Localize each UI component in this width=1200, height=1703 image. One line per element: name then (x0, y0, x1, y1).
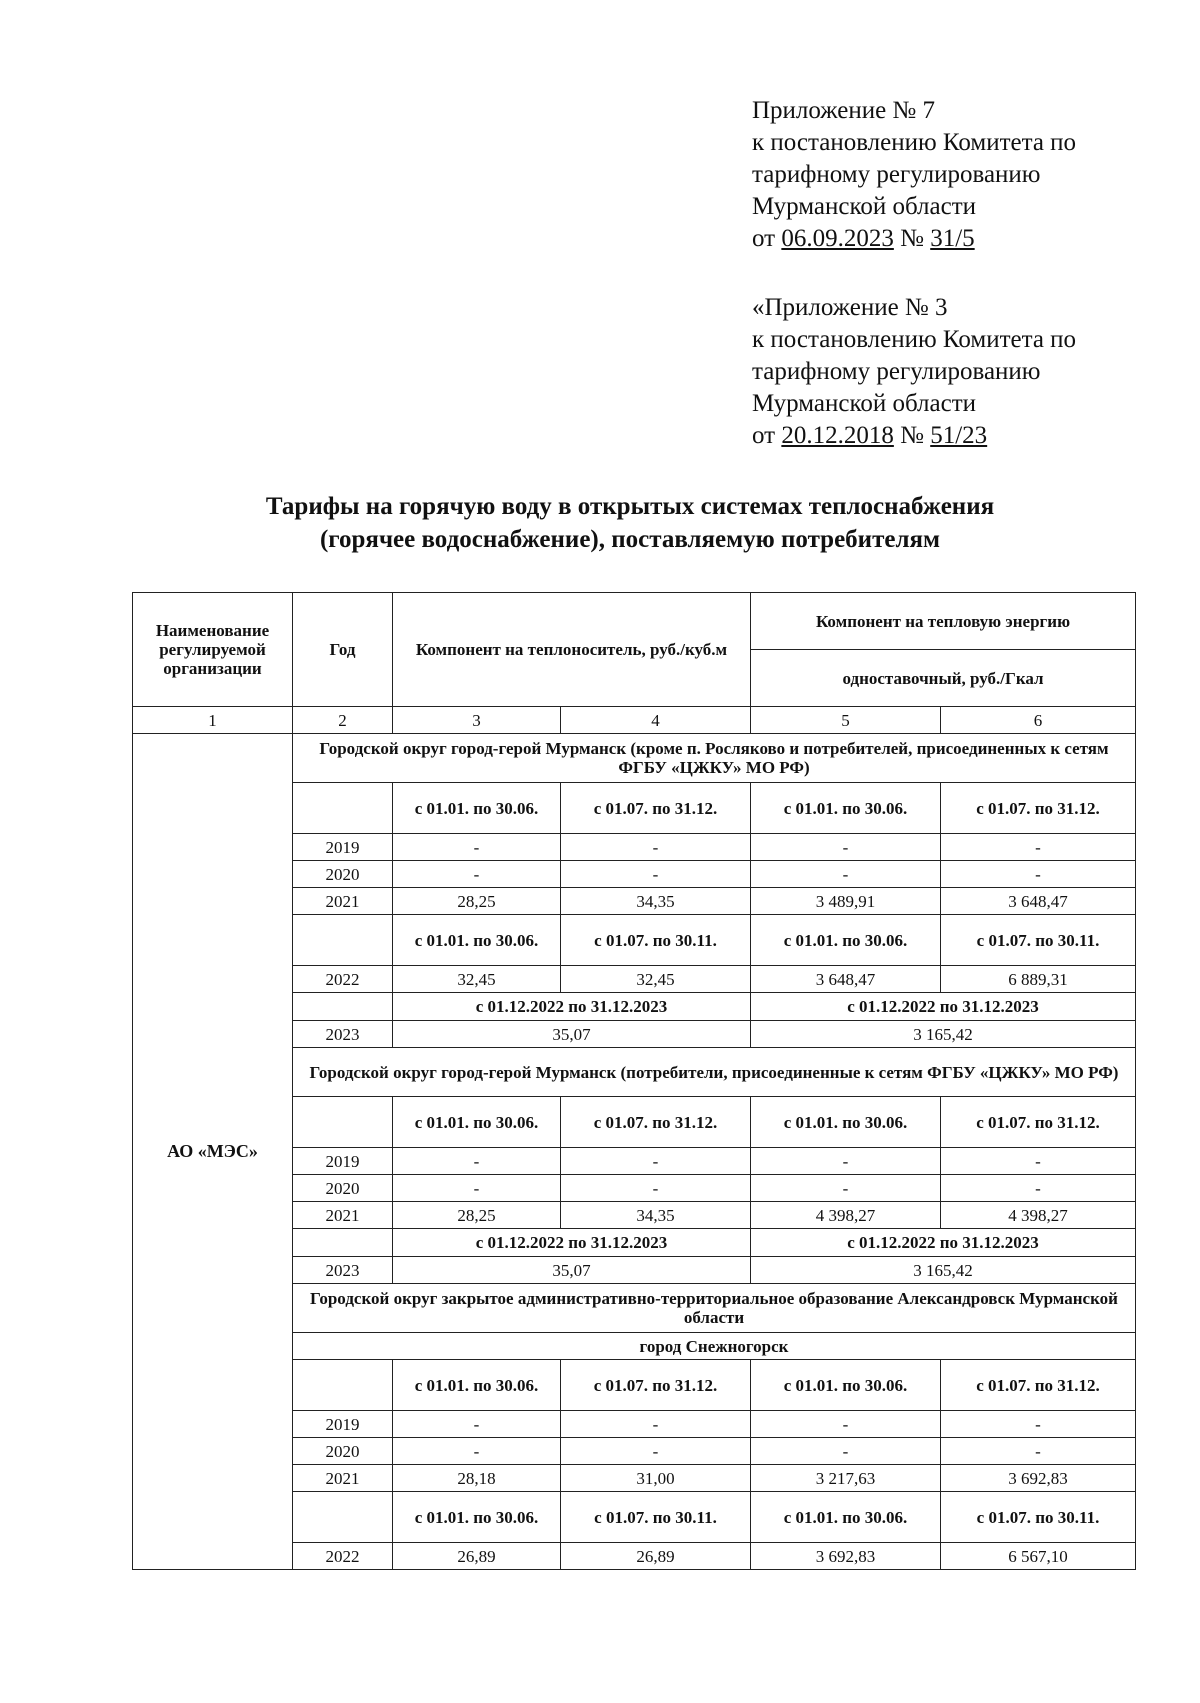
column-number: 5 (751, 707, 941, 734)
period-cell: с 01.07. по 30.11. (941, 1492, 1136, 1543)
value-cell: 26,89 (393, 1543, 561, 1570)
header-carrier: Компонент на теплоноситель, руб./куб.м (393, 593, 751, 707)
period-cell: с 01.01. по 30.06. (751, 783, 941, 834)
empty-cell (293, 1229, 393, 1257)
value-cell: 4 398,27 (941, 1202, 1136, 1229)
period-cell: с 01.01. по 30.06. (751, 1097, 941, 1148)
period-cell: с 01.07. по 30.11. (561, 1492, 751, 1543)
value-cell: - (751, 861, 941, 888)
period-cell: с 01.07. по 31.12. (561, 783, 751, 834)
header-heat-sub: одноставочный, руб./Гкал (751, 650, 1136, 707)
period-cell: с 01.01. по 30.06. (393, 915, 561, 966)
value-cell: 3 489,91 (751, 888, 941, 915)
value-cell: 26,89 (561, 1543, 751, 1570)
period-cell: с 01.07. по 30.11. (941, 915, 1136, 966)
appendix-line: Приложение № 7 (752, 97, 936, 124)
value-cell: - (561, 1411, 751, 1438)
value-cell: 6 889,31 (941, 966, 1136, 993)
organization-name: АО «МЭС» (133, 734, 293, 1570)
value-cell: 3 648,47 (751, 966, 941, 993)
appendix-number: 51/23 (930, 422, 988, 449)
period-cell: с 01.01. по 30.06. (393, 1097, 561, 1148)
value-cell: 3 648,47 (941, 888, 1136, 915)
value-cell: 3 165,42 (751, 1021, 1136, 1048)
previous-appendix-header (752, 292, 1076, 452)
period-cell: с 01.07. по 31.12. (561, 1097, 751, 1148)
period-cell: с 01.01. по 30.06. (751, 1360, 941, 1411)
date-prefix: от (752, 422, 782, 449)
section-title: Городской округ закрытое административно-территориальное образование Александровск Мурманской области (293, 1284, 1136, 1333)
appendix-line: Мурманской области (752, 193, 977, 220)
value-cell: 35,07 (393, 1257, 751, 1284)
appendix-date: 06.09.2023 (781, 225, 894, 252)
year-cell: 2019 (293, 1411, 393, 1438)
appendix-line: Мурманской области (752, 390, 977, 417)
value-cell: 3 692,83 (751, 1543, 941, 1570)
period-cell: с 01.01. по 30.06. (393, 1492, 561, 1543)
value-cell: 32,45 (561, 966, 751, 993)
appendix-line: тарифному регулированию (752, 161, 1041, 188)
value-cell: - (393, 1175, 561, 1202)
header-row (133, 593, 1136, 650)
value-cell: - (751, 1175, 941, 1202)
period-cell: с 01.01. по 30.06. (393, 1360, 561, 1411)
value-cell: 28,25 (393, 1202, 561, 1229)
value-cell: - (941, 1148, 1136, 1175)
period-cell: с 01.07. по 31.12. (561, 1360, 751, 1411)
empty-cell (293, 993, 393, 1021)
value-cell: - (751, 1438, 941, 1465)
column-number-row (133, 707, 1136, 734)
empty-cell (293, 1097, 393, 1148)
year-cell: 2019 (293, 834, 393, 861)
document-title (150, 490, 1110, 556)
year-cell: 2023 (293, 1021, 393, 1048)
column-number: 4 (561, 707, 751, 734)
value-cell: - (393, 834, 561, 861)
header-year: Год (293, 593, 393, 707)
header-org: Наименование регулируемой организации (133, 593, 293, 707)
value-cell: - (393, 1148, 561, 1175)
appendix-line: к постановлению Комитета по (752, 326, 1077, 353)
value-cell: - (561, 834, 751, 861)
date-prefix: от (752, 225, 782, 252)
value-cell: - (941, 1175, 1136, 1202)
value-cell: - (561, 1175, 751, 1202)
header-heat: Компонент на тепловую энергию (751, 593, 1136, 650)
year-cell: 2021 (293, 1202, 393, 1229)
value-cell: 28,25 (393, 888, 561, 915)
period-cell: с 01.12.2022 по 31.12.2023 (751, 993, 1136, 1021)
year-cell: 2023 (293, 1257, 393, 1284)
value-cell: - (751, 1148, 941, 1175)
section-row (133, 734, 1136, 783)
year-cell: 2022 (293, 1543, 393, 1570)
section-subtitle: город Снежногорск (293, 1333, 1136, 1360)
value-cell: 3 165,42 (751, 1257, 1136, 1284)
value-cell: 3 217,63 (751, 1465, 941, 1492)
column-number: 1 (133, 707, 293, 734)
value-cell: - (941, 1411, 1136, 1438)
period-cell: с 01.12.2022 по 31.12.2023 (751, 1229, 1136, 1257)
period-cell: с 01.01. по 30.06. (751, 915, 941, 966)
year-cell: 2020 (293, 861, 393, 888)
value-cell: 34,35 (561, 1202, 751, 1229)
value-cell: - (561, 1438, 751, 1465)
appendix-header (752, 95, 1076, 255)
value-cell: 31,00 (561, 1465, 751, 1492)
value-cell: 4 398,27 (751, 1202, 941, 1229)
period-cell: с 01.07. по 31.12. (941, 1097, 1136, 1148)
appendix-line: тарифному регулированию (752, 358, 1041, 385)
empty-cell (293, 915, 393, 966)
value-cell: - (941, 834, 1136, 861)
year-cell: 2020 (293, 1175, 393, 1202)
value-cell: - (561, 1148, 751, 1175)
empty-cell (293, 1492, 393, 1543)
value-cell: - (393, 861, 561, 888)
title-line-1: Тарифы на горячую воду в открытых системах теплоснабжения (265, 493, 995, 520)
appendix-number: 31/5 (930, 225, 975, 252)
section-title: Городской округ город-герой Мурманск (кроме п. Росляково и потребителей, присоединенных к сетям ФГБУ «ЦЖКУ» МО РФ) (293, 734, 1136, 783)
section-title: Городской округ город-герой Мурманск (потребители, присоединенные к сетям ФГБУ «ЦЖКУ» МО РФ) (293, 1048, 1136, 1097)
value-cell: 35,07 (393, 1021, 751, 1048)
year-cell: 2022 (293, 966, 393, 993)
title-line-2: (горячее водоснабжение), поставляемую потребителям (319, 526, 941, 553)
value-cell: 34,35 (561, 888, 751, 915)
value-cell: - (561, 861, 751, 888)
period-cell: с 01.12.2022 по 31.12.2023 (393, 993, 751, 1021)
column-number: 2 (293, 707, 393, 734)
period-cell: с 01.07. по 31.12. (941, 1360, 1136, 1411)
period-cell: с 01.07. по 31.12. (941, 783, 1136, 834)
empty-cell (293, 783, 393, 834)
period-cell: с 01.12.2022 по 31.12.2023 (393, 1229, 751, 1257)
appendix-line: к постановлению Комитета по (752, 129, 1077, 156)
value-cell: - (751, 834, 941, 861)
appendix-date-line (752, 420, 1076, 452)
value-cell: - (941, 1438, 1136, 1465)
year-cell: 2021 (293, 888, 393, 915)
value-cell: - (941, 861, 1136, 888)
empty-cell (293, 1360, 393, 1411)
value-cell: 6 567,10 (941, 1543, 1136, 1570)
column-number: 3 (393, 707, 561, 734)
period-cell: с 01.01. по 30.06. (393, 783, 561, 834)
value-cell: 28,18 (393, 1465, 561, 1492)
value-cell: - (751, 1411, 941, 1438)
appendix-line: «Приложение № 3 (752, 294, 948, 321)
tariff-table (132, 592, 1136, 1570)
column-number: 6 (941, 707, 1136, 734)
year-cell: 2021 (293, 1465, 393, 1492)
value-cell: 3 692,83 (941, 1465, 1136, 1492)
num-prefix: № (893, 422, 931, 449)
num-prefix: № (893, 225, 931, 252)
value-cell: - (393, 1438, 561, 1465)
year-cell: 2020 (293, 1438, 393, 1465)
period-cell: с 01.07. по 30.11. (561, 915, 751, 966)
appendix-date: 20.12.2018 (781, 422, 894, 449)
year-cell: 2019 (293, 1148, 393, 1175)
appendix-date-line (752, 223, 1076, 255)
value-cell: - (393, 1411, 561, 1438)
period-cell: с 01.01. по 30.06. (751, 1492, 941, 1543)
value-cell: 32,45 (393, 966, 561, 993)
